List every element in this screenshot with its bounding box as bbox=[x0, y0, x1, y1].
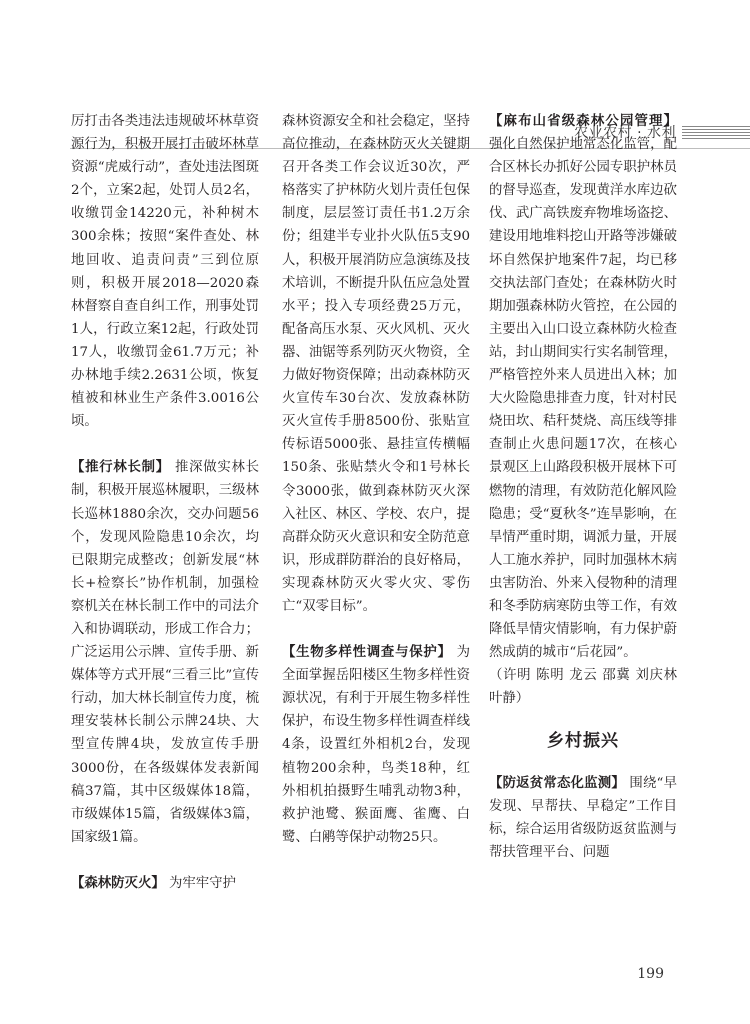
paragraph-body: 推深做实林长制，积极开展巡林履职，三级林长巡林1880余次，交办问题56个，发现风险隐患10余次，均已限期完成整改；创新发展“林长+检察长”协作机制，加强检察机关在林长制工作中的司法介入和协调联动，形成工作合力；广泛运用公示牌、宣传手册、新媒体等方式开展“三看三比”宣传行动，加大林长制宣传力度，梳理安装林长制公示牌24块、大型宣传牌4块，发放宣传手册3000份，在各级媒体发表新闻稿37篇，其中区级媒体18篇，市级媒体15篇，省级媒体3篇，国家级1篇。 bbox=[71, 460, 259, 845]
page-number: 199 bbox=[637, 966, 664, 982]
paragraph: 厉打击各类违法违规破坏林草资源行为，积极开展打击破坏林草资源“虎威行动”，查处违法图斑2个，立案2起，处罚人员2名，收缴罚金14220元，补种树木300余株；按照“案件查处、林地回收、追责问责”三到位原则，积极开展2018—2020森林督察自查自纠工作，刑事处罚1人，行政立案12起，行政处罚17人，收缴罚金61.7万元；补办林地手续2.2631公顷，恢复植被和林业生产条件3.0016公顷。 bbox=[71, 114, 259, 430]
header-stripe-decoration bbox=[682, 126, 750, 140]
paragraph: 森林资源安全和社会稳定，坚持高位推动，在森林防灭火关键期召开各类工作会议近30次，严格落实了护林防火划片责任包保制度，层层签订责任书1.2万余份；组建半专业扑火队伍5支90人，积极开展消防应急演练及技术培训，不断提升队伍应急处置水平；投入专项经费25万元，配备高压水泵、灭火风机、灭火器、油锯等系列防灭火物资，全力做好物资保障；出动森林防灭火宣传车30台次、发放森林防灭火宣传手册8500份、张贴宣传标语5000张、悬挂宣传横幅150条、张贴禁火令和1号林长令3000张，做到森林防灭火深入社区、林区、学校、农户，提高群众防灭火意识和安全防范意识，形成群防群治的良好格局，实现森林防灭火零火灾、零伤亡“双零目标”。 bbox=[282, 114, 470, 614]
paragraph bbox=[71, 456, 259, 849]
paragraph-heading: 【森林防灭火】 bbox=[71, 875, 165, 891]
author-signature: （许明 陈明 龙云 邵冀 刘庆林 叶静） bbox=[489, 668, 677, 707]
text-column-left bbox=[71, 110, 259, 895]
paragraph-heading: 【防返贫常态化监测】 bbox=[489, 775, 625, 791]
paragraph-body: 为全面掌握岳阳楼区生物多样性资源状况，有利于开展生物多样性保护，布设生物多样性调查样线4条，设置红外相机2台，发现植物200余种，鸟类18种，红外相机拍摄野生哺乳动物3种，救护池鹭、猴面鹰、雀鹰、白鹭、白鹇等保护动物25只。 bbox=[282, 645, 470, 845]
paragraph bbox=[489, 110, 677, 664]
text-column-middle bbox=[282, 110, 470, 849]
paragraph-heading: 【生物多样性调查与保护】 bbox=[282, 645, 452, 661]
paragraph bbox=[282, 641, 470, 849]
paragraph bbox=[71, 872, 259, 895]
paragraph bbox=[489, 772, 677, 864]
paragraph-heading: 【推行林长制】 bbox=[71, 460, 170, 476]
paragraph-body: 为牢牢守护 bbox=[169, 875, 236, 891]
paragraph-heading: 【麻布山省级森林公园管理】 bbox=[489, 114, 677, 129]
section-header-title: 农业农村 · 水利 bbox=[574, 125, 676, 141]
section-title: 乡村振兴 bbox=[547, 731, 619, 752]
paragraph-body: 强化自然保护地常态化监管，配合区林长办抓好公园专职护林员的督导巡查，发现黄洋水库边砍伐、武广高铁废弃物堆场盗挖、建设用地堆料挖山开路等涉嫌破坏自然保护地案件7起，均已移交执法部门查处；在森林防火时期加强森林防火管控，在公园的主要出入山口设立森林防火检查站，封山期间实行实名制管理，严格管控外来人员进出入林；加大火险隐患排查力度，针对村民烧田坎、秸秆焚烧、高压线等排查制止火患问题17次，在核心景观区上山路段积极开展林下可燃物的清理，有效防范化解风险隐患；受“夏秋冬”连旱影响，在旱情严重时期，调派力量，开展人工施水养护，同时加强林木病虫害防治、外来入侵物种的清理和冬季防病寒防虫等工作，有效降低旱情灾情影响，有力保护蔚然成荫的城市“后花园”。 bbox=[489, 137, 677, 661]
paragraph-body: 围绕“早发现、早帮扶、早稳定”工作目标，综合运用省级防返贫监测与帮扶管理平台、问题 bbox=[489, 775, 677, 860]
text-column-right bbox=[489, 110, 677, 864]
